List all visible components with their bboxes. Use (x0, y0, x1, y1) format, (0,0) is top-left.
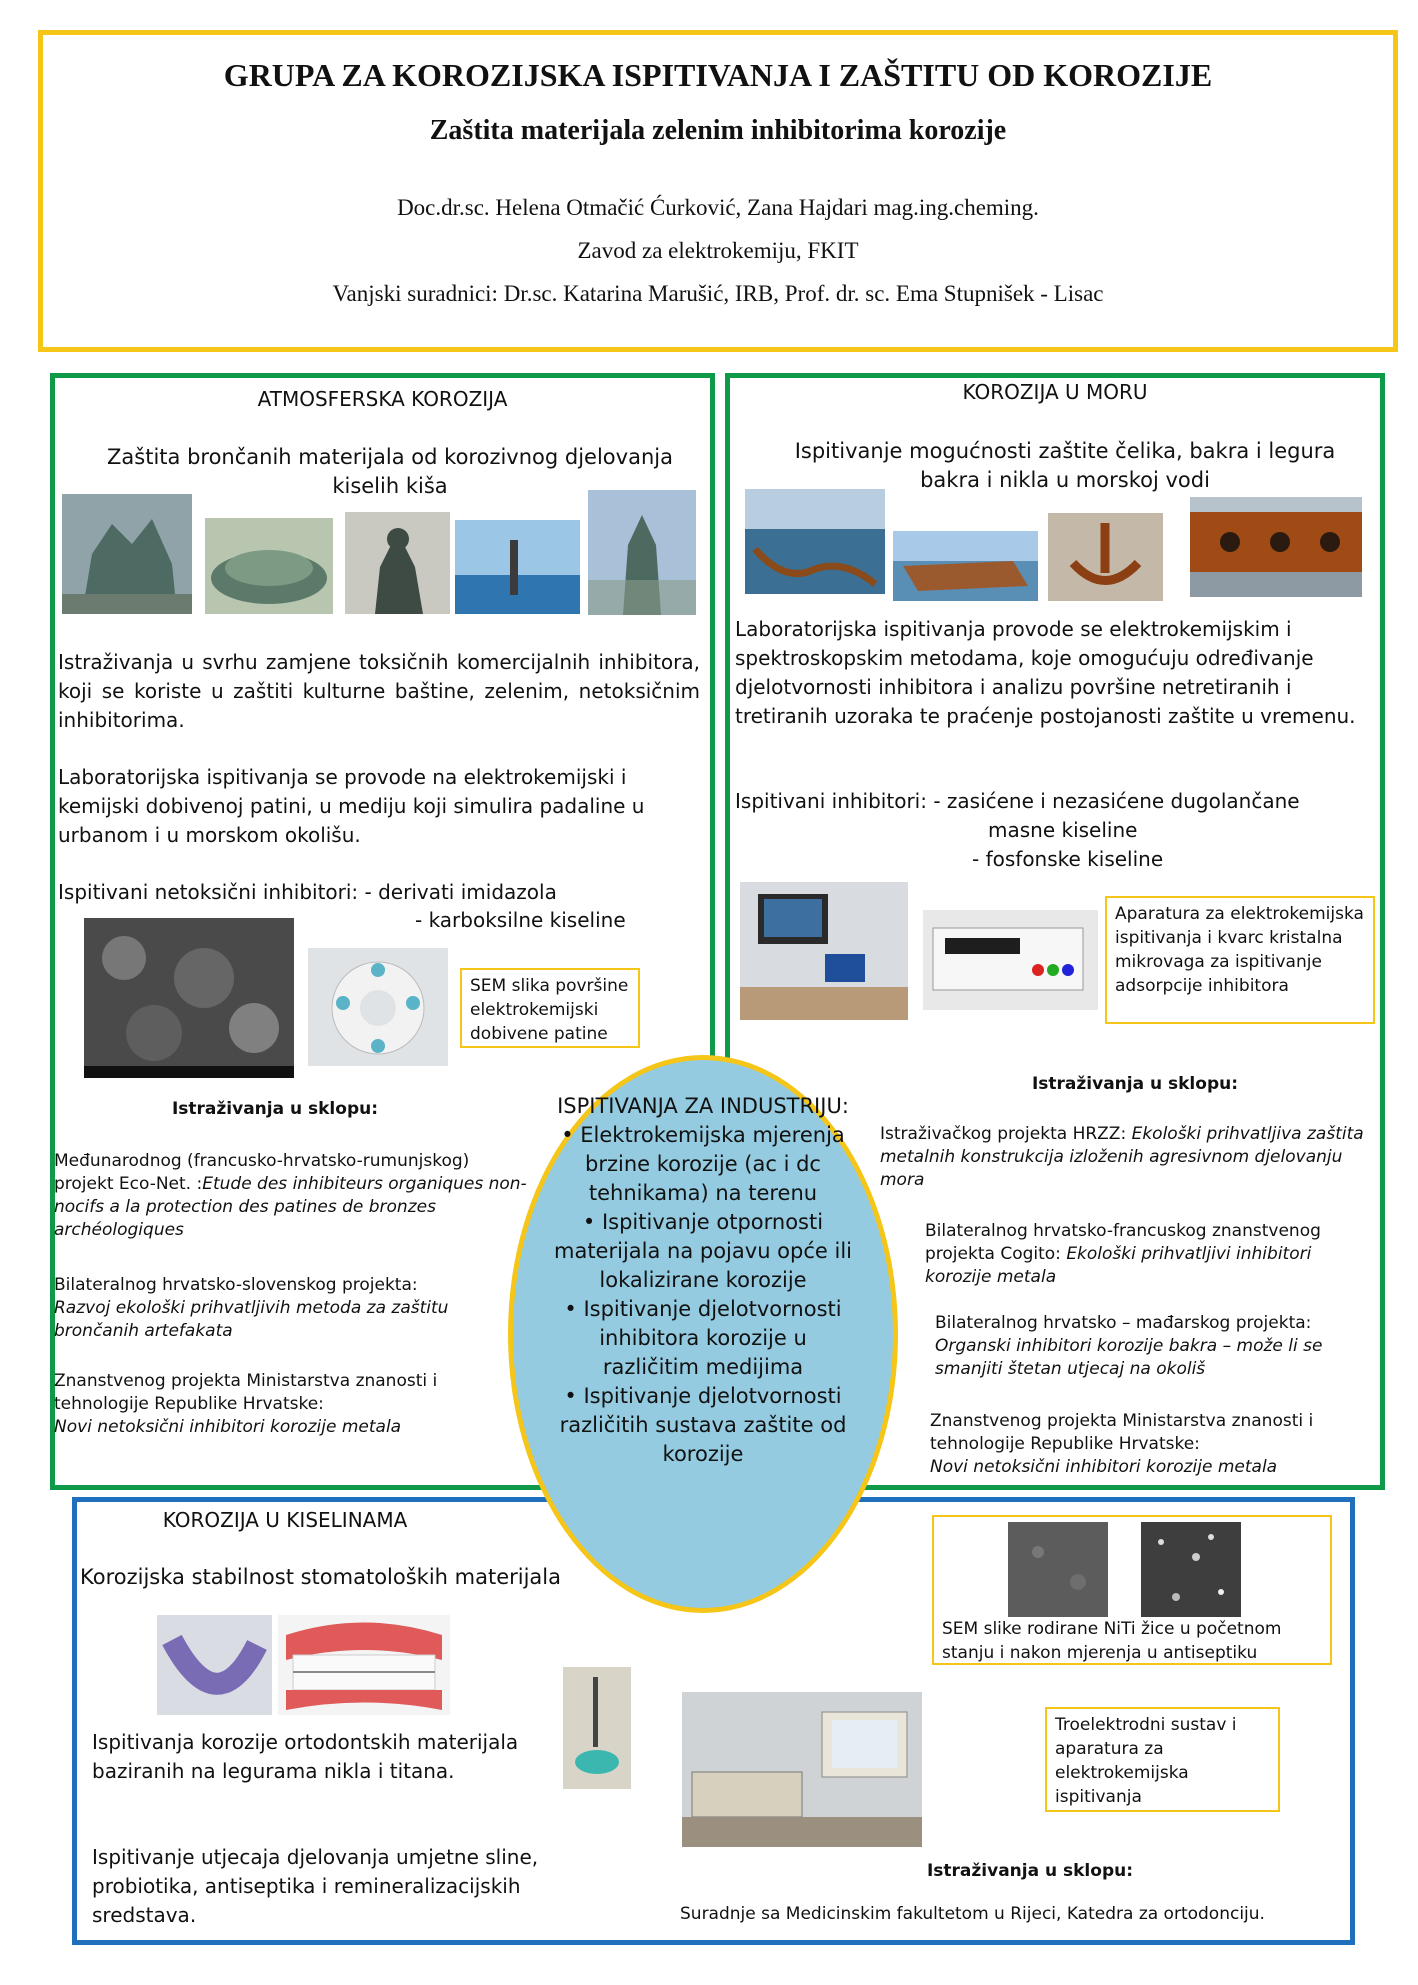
acid-sem-caption-box (932, 1515, 1332, 1665)
acid-research-title: Istraživanja u sklopu: (926, 1861, 1134, 1881)
statue-photo-1 (62, 494, 192, 614)
industry-item-2: • Ispitivanje otpornosti materijala na pojavu opće ili lokalizirane korozije (554, 1210, 852, 1292)
atmo-inhibitors-2: - karboksilne kiseline (415, 908, 626, 932)
sea-photo-chain (745, 489, 885, 594)
sea-paragraph-1: Laboratorijska ispitivanja provode se elektrokemijskim i spektroskopskim metodama, koje omogućuju određivanje djelotvornosti inhibitora i analizu površine netretiranih i tretiranih uzoraka te praćenje postojanosti zaštite u vremenu. (735, 617, 1356, 728)
sea-title: KOROZIJA U MORU (962, 380, 1148, 404)
institute: Zavod za elektrokemiju, FKIT (577, 238, 859, 263)
sea-photo-anchor (1048, 513, 1163, 601)
lab-apparatus-photo (682, 1692, 922, 1847)
acid-paragraph-2: Ispitivanje utjecaja djelovanja umjetne sline, probiotika, antiseptika i remineralizacijskih sredstava. (92, 1845, 539, 1927)
sea-apparatus-photo (740, 882, 908, 1020)
sea-apparatus-caption: Aparatura za elektrokemijska ispitivanja i kvarc kristalna mikrovaga za ispitivanje adsorpcije inhibitora (1105, 896, 1375, 1024)
sea-research-3: Bilateralnog hrvatsko – mađarskog projekta: Organski inhibitori korozije bakra – može li se smanjiti štetan utjecaj na okoliš (935, 1313, 1323, 1379)
industry-item-4: • Ispitivanje djelotvornosti različitih sustava zaštite od korozije (559, 1384, 847, 1466)
sem-niti-initial (1008, 1522, 1108, 1617)
statue-photo-2 (205, 518, 333, 614)
statue-photo-5 (588, 490, 696, 615)
atmo-paragraph-1: Istraživanja u svrhu zamjene toksičnih komercijalnih inhibitora, koji se koriste u zaštiti kulturne baštine, zelenim, netoksičnim inhibitorima. (58, 650, 700, 732)
industry-item-1: • Elektrokemijska mjerenja brzine korozije (ac i dc tehnikama) na terenu (561, 1123, 845, 1205)
page-subtitle: Zaštita materijala zelenim inhibitorima korozije (429, 115, 1007, 146)
sea-subtitle: Ispitivanje mogućnosti zaštite čelika, bakra i legura bakra i nikla u morskoj vodi (794, 439, 1336, 492)
qcm-instrument-photo (923, 910, 1098, 1010)
authors: Doc.dr.sc. Helena Otmačić Ćurković, Zana Hajdari mag.ing.cheming. (397, 195, 1039, 220)
sea-photo-rusty-hull (1190, 497, 1362, 597)
industry-text (548, 1092, 858, 1469)
sea-research-2: Bilateralnog hrvatsko-francuskog znanstvenog projekta Cogito: Ekološki prihvatljivi inhibitori korozije metala (925, 1221, 1321, 1287)
acid-title: KOROZIJA U KISELINAMA (162, 1508, 408, 1532)
statue-photo-3 (345, 512, 450, 614)
sea-research-1: Istraživačkog projekta HRZZ: Ekološki prihvatljiva zaštita metalnih konstrukcija izloženih agresivnom djelovanju mora (880, 1124, 1364, 1190)
atmo-research-3: Znanstvenog projekta Ministarstva znanosti i tehnologije Republike Hrvatske: Novi netoksični inhibitori korozije metala (54, 1371, 438, 1437)
atmo-research-1: Međunarodnog (francusko-hrvatsko-rumunjskog) projekt Eco-Net. :Etude des inhibiteurs organiques non-nocifs a la protection des patines de bronzes archéologiques (54, 1151, 527, 1240)
page-title: GRUPA ZA KOROZIJSKA ISPITIVANJA I ZAŠTITU OD KOROZIJE (223, 57, 1213, 93)
atmo-title: ATMOSFERSKA KOROZIJA (257, 387, 508, 411)
sea-research-title: Istraživanja u sklopu: (1031, 1074, 1239, 1094)
atmo-research-title: Istraživanja u sklopu: (171, 1099, 379, 1119)
acid-research-1: Suradnje sa Medicinskim fakultetom u Rijeci, Katedra za ortodonciju. (680, 1904, 1265, 1924)
industry-title: ISPITIVANJA ZA INDUSTRIJU: (557, 1094, 849, 1118)
sea-inhibitors-2: masne kiseline (988, 818, 1138, 842)
atmo-subtitle: Zaštita brončanih materijala od korozivnog djelovanja kiselih kiša (107, 445, 673, 498)
industry-item-3: • Ispitivanje djelotvornosti inhibitora korozije u različitim medijima (564, 1297, 842, 1379)
sem-image (84, 918, 294, 1078)
acid-paragraph-1: Ispitivanja korozije ortodontskih materijala baziranih na legurama nikla i titana. (92, 1730, 519, 1783)
electrode-sample-photo (308, 948, 448, 1066)
sem-niti-antiseptic (1141, 1522, 1241, 1617)
sea-inhibitors-label: Ispitivani inhibitori: - zasićene i nezasićene dugolančane (735, 789, 1300, 813)
dental-braces-photo (278, 1615, 450, 1715)
atmo-inhibitors-label: Ispitivani netoksični inhibitori: - derivati imidazola (58, 880, 557, 904)
external-collaborators: Vanjski suradnici: Dr.sc. Katarina Marušić, IRB, Prof. dr. sc. Ema Stupnišek - Lisac (332, 281, 1104, 306)
atmo-paragraph-2: Laboratorijska ispitivanja se provode na elektrokemijski i kemijski dobivenoj patini, u mediju koji simulira padaline u urbanom i u morskom okolišu. (58, 765, 645, 847)
dental-retainer-photo (157, 1615, 272, 1715)
acid-apparatus-caption: Troelektrodni sustav i aparatura za elektrokemijska ispitivanja (1045, 1707, 1280, 1812)
electrochemical-cell-photo (563, 1667, 631, 1789)
header-box (38, 30, 1398, 352)
atmo-sem-caption: SEM slika površine elektrokemijski dobivene patine (460, 968, 640, 1048)
atmo-research-2: Bilateralnog hrvatsko-slovenskog projekta: Razvoj ekološki prihvatljivih metoda za zaštitu brončanih artefakata (54, 1275, 449, 1341)
sea-inhibitors-3: - fosfonske kiseline (972, 847, 1164, 871)
sea-photo-shipwreck (893, 531, 1038, 601)
sea-research-4: Znanstvenog projekta Ministarstva znanosti i tehnologije Republike Hrvatske: Novi netoksični inhibitori korozije metala (930, 1411, 1314, 1477)
acid-sem-caption: SEM slike rodirane NiTi žice u početnom stanju i nakon mjerenja u antiseptiku (942, 1619, 1282, 1663)
statue-photo-4 (455, 520, 580, 614)
acid-subtitle: Korozijska stabilnost stomatoloških materijala (80, 1565, 562, 1589)
